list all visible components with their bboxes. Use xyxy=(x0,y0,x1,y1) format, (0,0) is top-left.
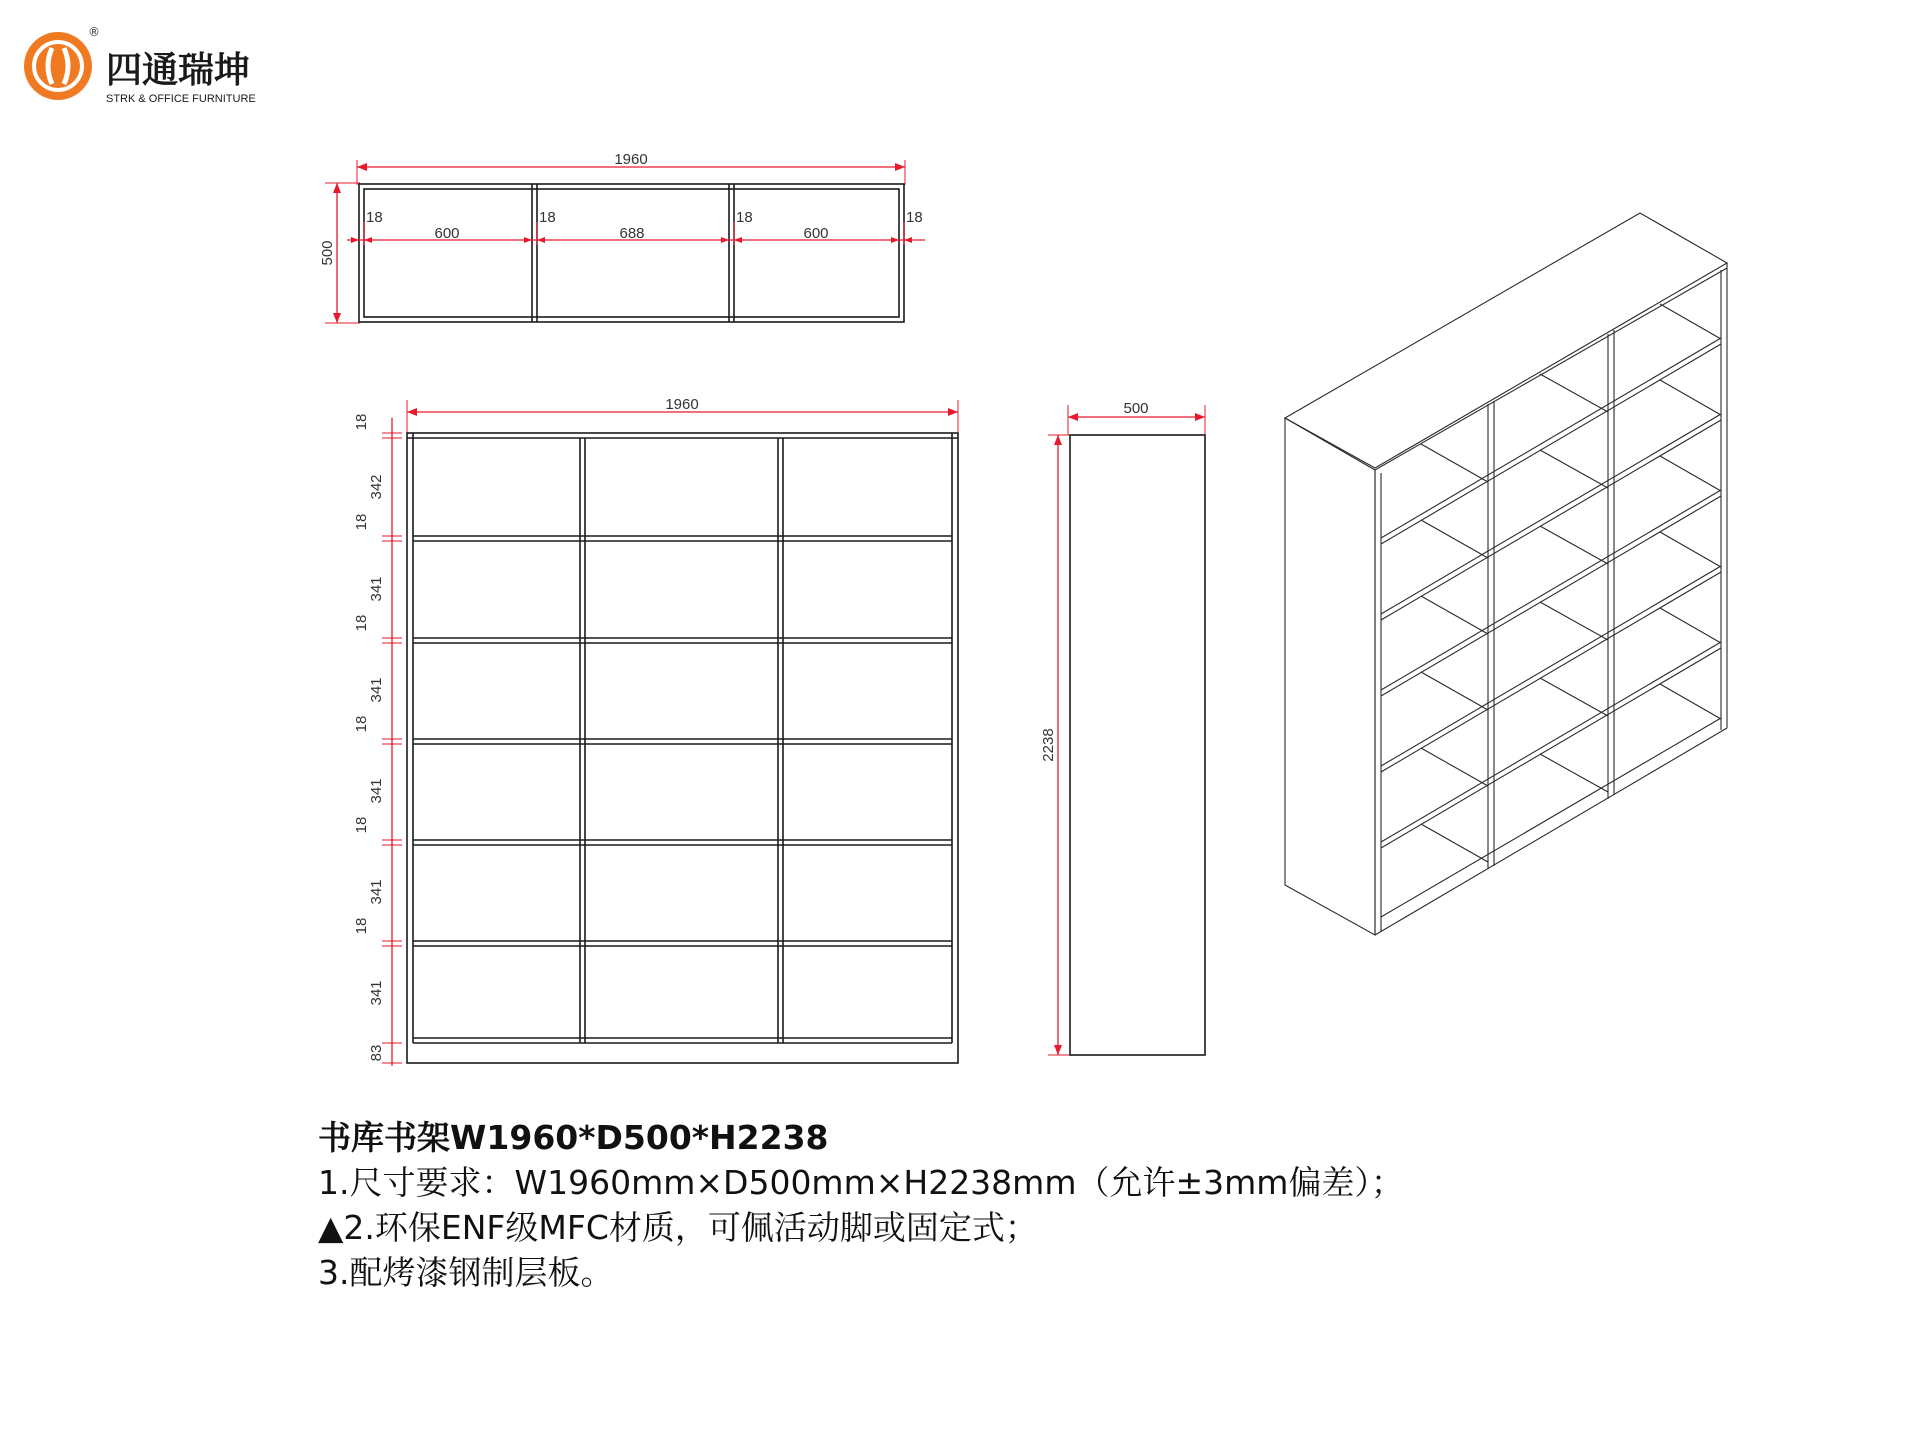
spec-item-1: 1.尺寸要求：W1960mm×D500mm×H2238mm（允许±3mm偏差）； xyxy=(318,1163,1404,1202)
plan-panel-1-label: 18 xyxy=(366,209,383,226)
plan-panel-3-label: 18 xyxy=(736,209,753,226)
front-dim-13: 83 xyxy=(368,1044,385,1062)
side-height-label: 2238 xyxy=(1040,728,1057,762)
plan-depth-label: 500 xyxy=(319,240,336,266)
spec-item-2: ▲2.环保ENF级MFC材质，可佩活动脚或固定式； xyxy=(318,1208,1038,1247)
plan-panel-2-label: 18 xyxy=(539,209,556,226)
spec-item-3: 3.配烤漆钢制层板。 xyxy=(318,1253,614,1292)
plan-overall-width-label: 1960 xyxy=(614,151,648,168)
spec-title: 书库书架W1960*D500*H2238 xyxy=(318,1118,829,1157)
plan-bay-1-label: 600 xyxy=(434,225,460,242)
plan-bay-3-label: 600 xyxy=(803,225,829,242)
plan-bay-2-label: 688 xyxy=(619,225,645,242)
front-dim-5: 18 xyxy=(353,614,370,632)
front-dim-12: 341 xyxy=(368,980,385,1006)
front-dim-1: 18 xyxy=(353,413,370,431)
front-dim-7: 18 xyxy=(353,715,370,733)
front-view xyxy=(353,396,958,1066)
front-dim-2: 342 xyxy=(368,474,385,500)
front-dim-3: 18 xyxy=(353,513,370,531)
front-dim-6: 341 xyxy=(368,677,385,703)
front-dim-11: 18 xyxy=(353,917,370,935)
front-dim-10: 341 xyxy=(368,879,385,905)
isometric-view xyxy=(1285,213,1727,935)
side-view xyxy=(1040,400,1205,1055)
front-dim-8: 341 xyxy=(368,778,385,804)
front-overall-width-label: 1960 xyxy=(665,396,699,413)
front-dim-4: 341 xyxy=(368,576,385,602)
brand-name: 四通瑞坤 xyxy=(106,50,251,91)
spec-block xyxy=(318,1115,1618,1295)
brand-tagline: STRK & OFFICE FURNITURE xyxy=(106,93,256,105)
registered-mark: ® xyxy=(88,25,100,39)
front-dim-9: 18 xyxy=(353,816,370,834)
side-depth-label: 500 xyxy=(1123,400,1149,417)
plan-view xyxy=(319,151,925,323)
plan-panel-4-label: 18 xyxy=(906,209,923,226)
